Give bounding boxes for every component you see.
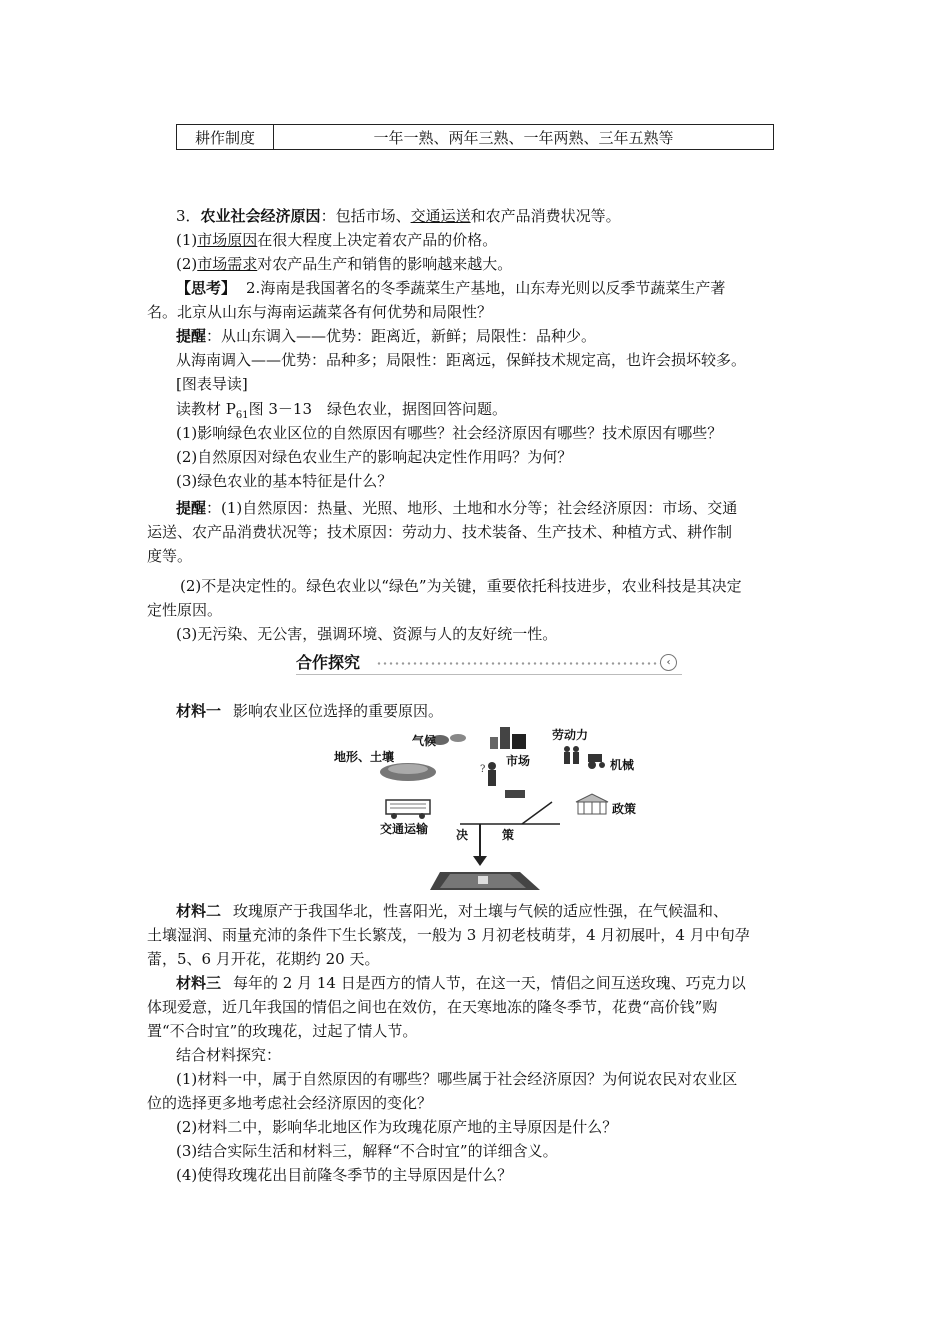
item-text: 对农产品生产和销售的影响越来越大。 [257, 255, 513, 273]
underlined-term: 市场原因 [197, 231, 258, 249]
explore-q2: (2)材料二中，影响华北地区作为玫瑰花原产地的主导原因是什么？ [176, 1118, 618, 1136]
hint-2-line-2: 运送、农产品消费状况等；技术原因：劳动力、技术装备、生产技术、种植方式、耕作制 [147, 523, 733, 541]
think-text: 2.海南是我国著名的冬季蔬菜生产基地，山东寿光则以反季节蔬菜生产著 [246, 279, 726, 297]
material-tag: 材料一 [176, 702, 222, 720]
table-row [177, 125, 774, 150]
think-line-1 [176, 277, 725, 299]
table-label-cell: 耕作制度 [177, 125, 274, 150]
label-decision-a: 决 [456, 828, 469, 842]
label-machinery: 机械 [610, 758, 635, 772]
hint-tag: 提醒 [176, 327, 207, 345]
label-labor: 劳动力 [552, 728, 589, 742]
material-tag: 材料三 [176, 974, 222, 992]
label-policy: 政策 [612, 802, 637, 816]
hint-1 [176, 325, 596, 347]
explore-q4: (4)使得玫瑰花出目前隆冬季节的主导原因是什么？ [176, 1166, 513, 1184]
label-climate: 气候 [412, 734, 437, 748]
section-3-heading [176, 205, 621, 227]
truck-icon [386, 800, 430, 814]
hint-tag: 提醒 [176, 499, 207, 517]
guide-title: [图表导读] [176, 375, 248, 393]
section-3-underlined-term: 交通运送 [410, 207, 471, 225]
hint-2-line-5: 定性原因。 [147, 601, 223, 619]
label-transport: 交通运输 [380, 822, 429, 836]
item-text: 在很大程度上决定着农产品的价格。 [257, 231, 498, 249]
item-number: (2) [176, 255, 198, 273]
section-3-text-rest: 和农产品消费状况等。 [470, 207, 621, 225]
hint-2-line-4: (2)不是决定性的。绿色农业以“绿色”为关键，重要依托科技进步，农业科技是其决定 [180, 577, 742, 595]
worker-icon [564, 746, 570, 752]
farming-system-table [176, 124, 774, 150]
guide-q1: (1)影响绿色农业区位的自然原因有哪些？社会经济原因有哪些？技术原因有哪些？ [176, 424, 723, 442]
building-icon [500, 727, 510, 749]
section-3-title: 农业社会经济原因 [200, 207, 321, 225]
guide-read-sub: 61 [235, 410, 249, 421]
material-1 [176, 700, 443, 722]
item-number: (1) [176, 231, 198, 249]
material-text: 玫瑰原产于我国华北，性喜阳光，对土壤与气候的适应性强，在气候温和、 [233, 902, 729, 920]
agriculture-location-figure [330, 722, 637, 894]
material-3-line-1 [176, 972, 746, 994]
hint-2-line-3: 度等。 [147, 547, 193, 565]
section-underline [296, 674, 682, 675]
table-value-cell: 一年一熟、两年三熟、一年两熟、三年五熟等 [274, 125, 774, 150]
hint-text: ：(1)自然原因：热量、光照、地形、土地和水分等；社会经济原因：市场、交通 [206, 499, 738, 517]
section-dotted-rule [376, 662, 660, 665]
section-title: 合作探究 [296, 653, 361, 672]
material-text: 每年的 2 月 14 日是西方的情人节，在这一天，情侣之间互送玫瑰、巧克力以 [233, 974, 746, 992]
hint-2-line-6: (3)无污染、无公害，强调环境、资源与人的友好统一性。 [176, 625, 558, 643]
cart-icon [505, 790, 525, 798]
underlined-term: 市场需求 [197, 255, 258, 273]
guide-read-b: 图 3－13 绿色农业，据图回答问题。 [248, 400, 508, 418]
label-decision-b: 策 [502, 828, 515, 842]
guide-q3: (3)绿色农业的基本特征是什么？ [176, 472, 393, 490]
chevron-left-icon: ‹ [660, 654, 677, 671]
guide-q2: (2)自然原因对绿色农业生产的影响起决定性作用吗？为何？ [176, 448, 573, 466]
material-2-line-3: 蕾，5、6 月开花，花期约 20 天。 [147, 950, 380, 968]
guide-read-a: 读教材 P [176, 400, 236, 418]
material-tag: 材料二 [176, 902, 222, 920]
think-tag: 【思考】 [176, 279, 237, 297]
material-text: 影响农业区位选择的重要原因。 [233, 702, 444, 720]
hint-2-line-1 [176, 497, 804, 519]
section-header [296, 652, 684, 676]
explore-q1-line-1: (1)材料一中，属于自然原因的有哪些？哪些属于社会经济原因？为何说农民对农业区 [176, 1070, 738, 1088]
svg-text:?: ? [480, 764, 486, 775]
section-3-text: ：包括市场、 [320, 207, 411, 225]
hint-text: ：从山东调入——优势：距离近，新鲜；局限性：品种少。 [206, 327, 597, 345]
farmer-icon [488, 762, 496, 770]
label-market: 市场 [506, 754, 531, 768]
section-3-number: 3． [176, 207, 201, 225]
explore-q1-line-2: 位的选择更多地考虑社会经济原因的变化？ [147, 1094, 433, 1112]
think-line-2: 名。北京从山东与海南运蔬菜各有何优势和局限性？ [147, 303, 493, 321]
material-3-line-2: 体现爱意，近几年我国的情侣之间也在效仿，在天寒地冻的隆冬季节，花费“高价钱”购 [147, 998, 718, 1016]
label-terrain-soil: 地形、土壤 [334, 750, 395, 764]
material-3-line-3: 置“不合时宜”的玫瑰花，过起了情人节。 [147, 1022, 418, 1040]
section-3-item-1 [176, 229, 497, 251]
tractor-icon [588, 754, 602, 762]
material-2-line-1 [176, 900, 728, 922]
section-3-item-2 [176, 253, 512, 275]
government-icon [576, 794, 608, 802]
explore-q3: (3)结合实际生活和材料三，解释“不合时宜”的详细含义。 [176, 1142, 558, 1160]
material-2-line-2: 土壤湿润、雨量充沛的条件下生长繁茂，一般为 3 月初老枝萌芽，4 月初展叶，4 月中旬孕 [147, 926, 750, 944]
hint-1-second: 从海南调入——优势：品种多；局限性：距离远，保鲜技术规定高，也许会损坏较多。 [176, 351, 747, 369]
explore-intro: 结合材料探究： [176, 1046, 282, 1064]
